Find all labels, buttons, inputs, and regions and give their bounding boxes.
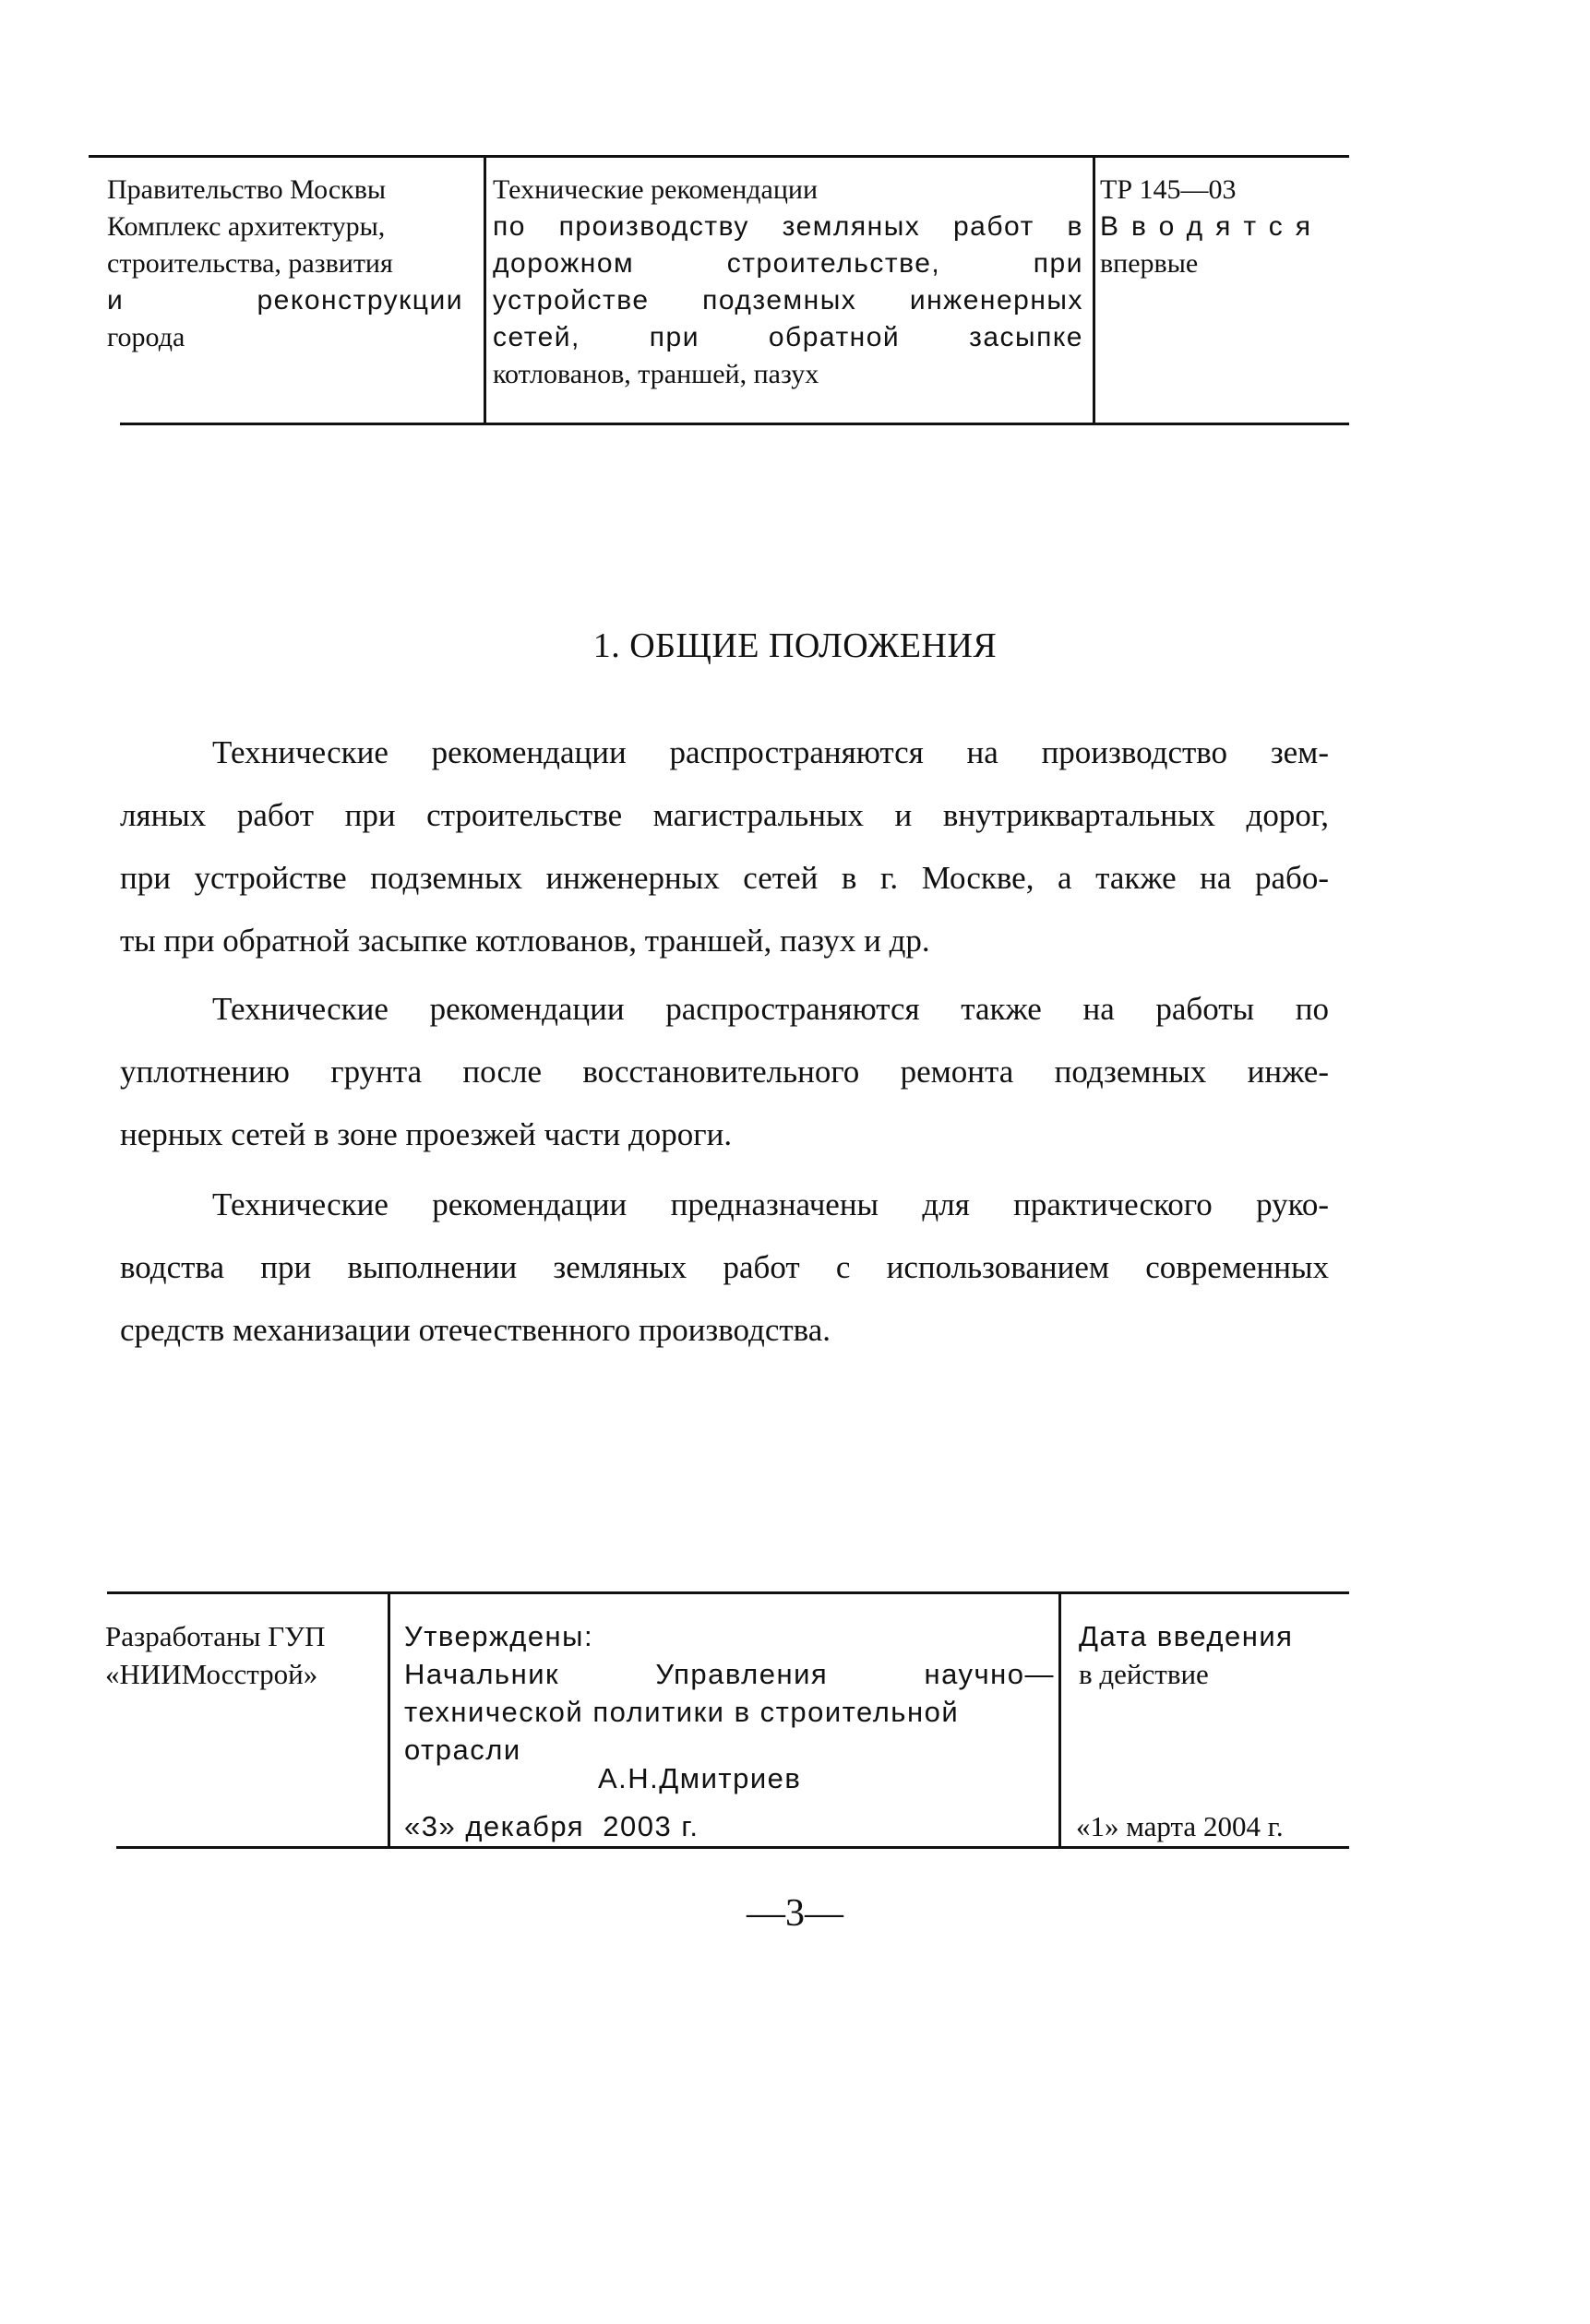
- footer-divider-1: [388, 1594, 390, 1846]
- org-line: города: [107, 322, 185, 352]
- footer-divider-2: [1058, 1594, 1061, 1846]
- header-bottom-rule: [120, 423, 1349, 425]
- approval-line: Начальник Управления научно—: [404, 1658, 1055, 1690]
- text-line: уплотнению грунта после восстановительного ремонта подземных инже-: [120, 1054, 1329, 1090]
- effective-label-line: Дата введения: [1079, 1620, 1294, 1652]
- footer-developer: [105, 1617, 325, 1693]
- approval-date: «3» декабря 2003 г.: [404, 1810, 699, 1842]
- header-top-rule: [89, 155, 1349, 158]
- paragraph-2: [120, 978, 1329, 1166]
- text-line: нерных сетей в зоне проезжей части дороги.: [120, 1116, 733, 1152]
- title-line: устройстве подземных инженерных: [493, 285, 1083, 316]
- header-divider-2: [1093, 158, 1095, 423]
- approval-line: отрасли: [404, 1734, 521, 1766]
- approval-line: технической политики в строительной: [404, 1696, 960, 1728]
- header-organization: [107, 172, 476, 356]
- header-document-title: [493, 172, 1083, 393]
- status-line: впервые: [1100, 248, 1199, 279]
- text-line: ляных работ при строительстве магистральных и внутриквартальных дорог,: [120, 797, 1329, 833]
- developer-line: Разработаны ГУП: [105, 1620, 326, 1652]
- text-line: водства при выполнении земляных работ с использованием современных: [120, 1249, 1329, 1285]
- footer-effective-label: [1079, 1617, 1293, 1693]
- title-line: котлованов, траншей, пазух: [493, 359, 819, 389]
- header-divider-1: [484, 158, 486, 423]
- title-line: по производству земляных работ в: [493, 211, 1083, 242]
- section-heading: 1. ОБЩИЕ ПОЛОЖЕНИЯ: [592, 626, 998, 665]
- title-line: дорожном строительстве, при: [493, 248, 1083, 279]
- developer-line: «НИИМосстрой»: [105, 1658, 318, 1690]
- page-number: —3—: [747, 1892, 843, 1935]
- footer-bottom-rule: [116, 1846, 1349, 1849]
- text-line: при устройстве подземных инженерных сетей в г. Москве, а также на рабо-: [120, 860, 1329, 896]
- org-line: Правительство Москвы: [107, 174, 387, 205]
- header-code-cell: [1100, 172, 1349, 282]
- text-line: средств механизации отечественного производства.: [120, 1312, 831, 1348]
- text-line: Технические рекомендации распространяются на производство зем-: [212, 734, 1329, 770]
- org-line: строительства, развития: [107, 248, 393, 279]
- effective-label-line: в действие: [1079, 1658, 1209, 1690]
- text-line: ты при обратной засыпке котлованов, траншей, пазух и др.: [120, 923, 930, 959]
- text-line: Технические рекомендации распространяются также на работы по: [212, 991, 1329, 1027]
- paragraph-1: [120, 721, 1329, 972]
- title-line: сетей, при обратной засыпке: [493, 322, 1083, 352]
- paragraph-3: [120, 1174, 1329, 1362]
- org-line: Комплекс архитектуры,: [107, 211, 386, 242]
- status-line: Вводятся: [1100, 211, 1324, 242]
- header-table: [89, 155, 1349, 427]
- footer-approval: [404, 1617, 1055, 1769]
- footer-top-rule: [107, 1591, 1349, 1594]
- title-line: Технические рекомендации: [493, 174, 819, 205]
- org-line: и реконструкции: [107, 285, 463, 316]
- document-code: ТР 145—03: [1100, 174, 1237, 205]
- signatory-name: А.Н.Дмитриев: [598, 1762, 802, 1794]
- text-line: Технические рекомендации предназначены для практического руко-: [212, 1186, 1329, 1222]
- effective-date: «1» марта 2004 г.: [1076, 1810, 1284, 1842]
- approval-line: Утверждены:: [404, 1620, 594, 1652]
